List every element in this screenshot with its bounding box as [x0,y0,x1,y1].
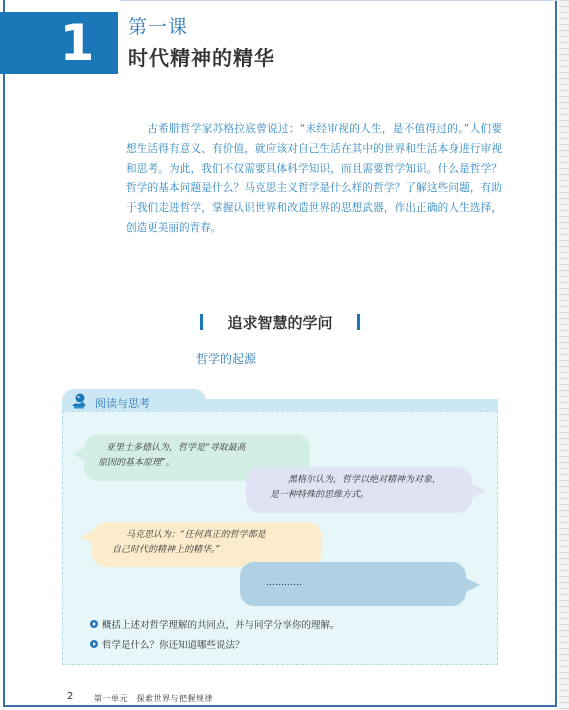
bubble-tail [466,578,480,592]
unit-label: 第一单元 探索世界与把握规律 [94,694,213,703]
bubble-line: 马克思认为：“任何真正的哲学都是 [126,530,266,540]
section-bar-left [200,314,203,330]
right-ruler [559,0,569,710]
question-text: 概括上述对哲学理解的共同点，并与同学分享你的理解。 [102,620,340,631]
subsection-title: 哲学的起源 [196,352,257,366]
speech-bubble-hegel [246,467,472,513]
question-item [90,617,340,631]
bubble-line: 亚里士多德认为，哲学是“寻取最高 [106,443,246,453]
section-title: 追求智慧的学问 [227,313,333,332]
top-border-line [120,0,557,1]
section-bar-right [357,314,360,330]
question-text: 哲学是什么？你还知道哪些说法？ [102,640,245,651]
bubble-tail [80,530,94,544]
arrow-circle-icon [90,640,98,648]
speech-bubble-more [240,562,466,606]
reading-thinking-icon [70,392,88,410]
bubble-tail [72,447,86,461]
lesson-number: 1 [59,14,95,72]
lesson-title: 时代精神的精华 [128,46,275,70]
bubble-line: 是一种特殊的思维方式。 [270,490,370,500]
page-number: 2 [67,691,74,702]
lesson-label: 第一课 [128,16,189,38]
bubble-line: 黑格尔认为，哲学以绝对精神为对象， [288,475,442,485]
bubble-tail [472,484,486,498]
reading-box-label: 阅读与思考 [95,397,150,410]
section-heading [200,312,360,332]
bubble-line: 原因的基本原理”。 [98,458,175,468]
arrow-circle-icon [90,620,98,628]
intro-paragraph: 古希腊哲学家苏格拉底曾说过：“未经审视的人生，是不值得过的。”人们要想生活得有意义、有价值，就应该对自己生活在其中的世界和生活本身进行审视和思考。为此，我们不仅需要具体科学知识，而且需要哲学知识。什么是哲学？哲学的基本问题是什么？马克思主义哲学是什么样的哲学？了解这些问题，有助于我们走进哲学，掌握认识世界和改造世界的思想武器，作出正确的人生选择，创造更美丽的青春。 [126,123,502,234]
bubble-line: 自己时代的精神上的精华。” [112,545,221,555]
speech-bubble-marx [92,522,322,567]
question-item [90,637,245,651]
bubble-line: ………… [266,578,302,588]
